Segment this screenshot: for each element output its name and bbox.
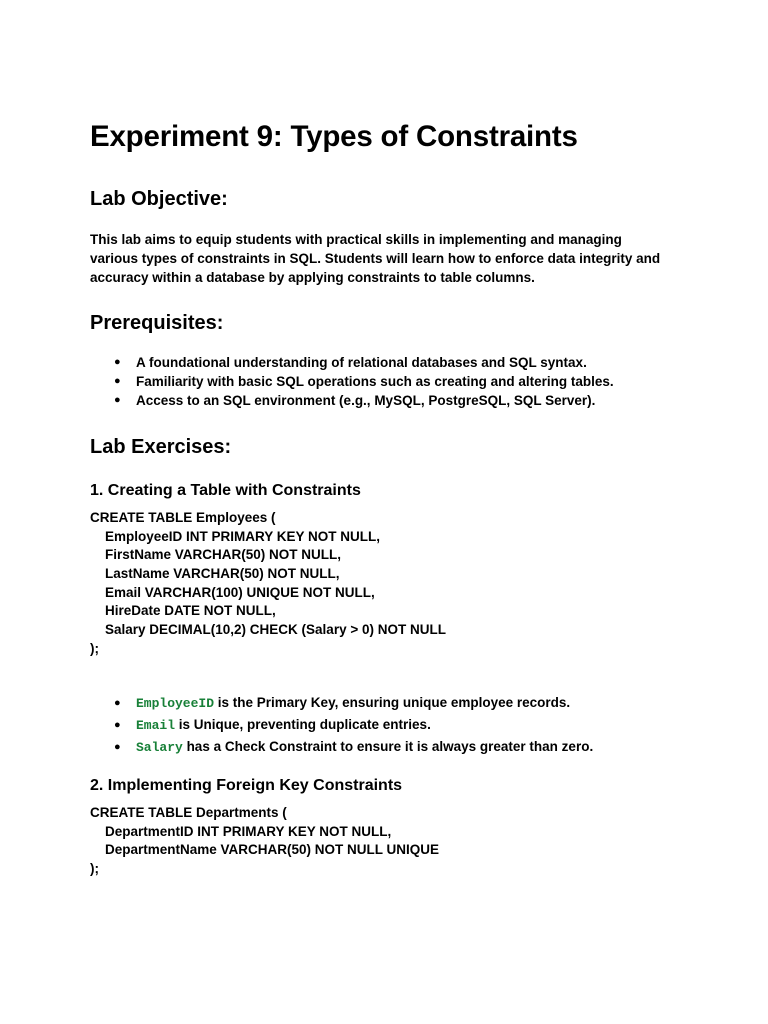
bullet-dot-icon: ● [114,741,121,753]
code-line: FirstName VARCHAR(50) NOT NULL, [105,547,342,562]
code-line: EmployeeID INT PRIMARY KEY NOT NULL, [105,529,381,544]
bullet-dot-icon: ● [114,394,121,406]
prerequisites-heading: Prerequisites: [90,312,224,334]
code-line: Salary DECIMAL(10,2) CHECK (Salary > 0) NOT NULL [105,622,446,637]
exercise-2-heading: 2. Implementing Foreign Key Constraints [90,777,403,794]
note-text: is the Primary Key, ensuring unique employee records. [214,695,571,710]
note-item [136,717,431,733]
note-text: is Unique, preventing duplicate entries. [175,717,431,732]
code-line: CREATE TABLE Departments ( [90,805,287,820]
note-text: has a Check Constraint to ensure it is always greater than zero. [182,739,594,754]
prerequisite-item: Access to an SQL environment (e.g., MySQL, PostgreSQL, SQL Server). [136,393,596,408]
code-line: DepartmentName VARCHAR(50) NOT NULL UNIQUE [105,842,440,857]
prerequisite-item: Familiarity with basic SQL operations such as creating and altering tables. [136,374,614,389]
inline-code: Email [136,718,176,733]
exercises-heading: Lab Exercises: [90,436,232,458]
bullet-dot-icon: ● [114,719,121,731]
exercise-1-heading: 1. Creating a Table with Constraints [90,482,361,499]
prerequisite-item: A foundational understanding of relational databases and SQL syntax. [136,355,587,370]
bullet-dot-icon: ● [114,697,121,709]
page-title: Experiment 9: Types of Constraints [90,120,578,153]
code-line: LastName VARCHAR(50) NOT NULL, [105,566,340,581]
inline-code: Salary [136,740,183,755]
code-line: HireDate DATE NOT NULL, [105,603,276,618]
code-line: Email VARCHAR(100) UNIQUE NOT NULL, [105,585,375,600]
bullet-dot-icon: ● [114,356,121,368]
objective-line: various types of constraints in SQL. Students will learn how to enforce data integrity and [90,251,661,266]
note-item [136,695,570,711]
code-line: CREATE TABLE Employees ( [90,510,276,525]
note-item [136,739,593,755]
objective-heading: Lab Objective: [90,188,228,210]
inline-code: EmployeeID [136,696,215,711]
code-line: ); [90,861,99,876]
objective-line: accuracy within a database by applying constraints to table columns. [90,270,535,285]
code-line: DepartmentID INT PRIMARY KEY NOT NULL, [105,824,392,839]
bullet-dot-icon: ● [114,375,121,387]
objective-line: This lab aims to equip students with practical skills in implementing and managing [90,232,622,247]
code-line: ); [90,641,99,656]
